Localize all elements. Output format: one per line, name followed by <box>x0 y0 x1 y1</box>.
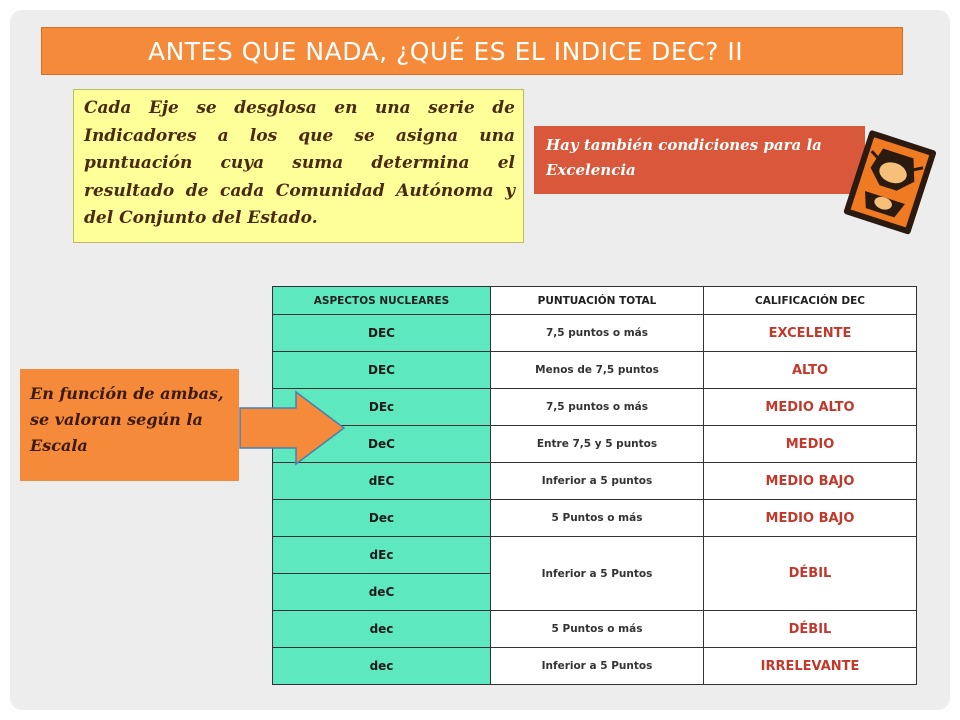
header-rating: CALIFICACIÓN DEC <box>704 287 917 315</box>
scale-note-box: En función de ambas, se valoran según la Escala <box>20 369 239 481</box>
points-cell: 5 Puntos o más <box>491 611 704 648</box>
table-row <box>273 352 917 389</box>
slide-title: ANTES QUE NADA, ¿QUÉ ES EL INDICE DEC? II <box>41 27 903 75</box>
excellence-note-box: Hay también condiciones para la Excelencia <box>534 126 865 194</box>
table-row <box>273 315 917 352</box>
rating-cell: ALTO <box>704 352 917 389</box>
table-row <box>273 500 917 537</box>
points-cell: Inferior a 5 Puntos <box>491 537 704 611</box>
points-cell: Entre 7,5 y 5 puntos <box>491 426 704 463</box>
aspect-cell: dEC <box>273 463 491 500</box>
points-cell: Inferior a 5 puntos <box>491 463 704 500</box>
header-points: PUNTUACIÓN TOTAL <box>491 287 704 315</box>
rating-cell: IRRELEVANTE <box>704 648 917 685</box>
table-row <box>273 611 917 648</box>
dec-scale-table <box>272 286 917 685</box>
table-header-row <box>273 287 917 315</box>
aspect-cell: DeC <box>273 426 491 463</box>
aspect-cell: dec <box>273 648 491 685</box>
header-aspects: ASPECTOS NUCLEARES <box>273 287 491 315</box>
rating-cell: DÉBIL <box>704 611 917 648</box>
aspect-cell: deC <box>273 574 491 611</box>
points-cell: 7,5 puntos o más <box>491 315 704 352</box>
rating-cell: EXCELENTE <box>704 315 917 352</box>
aspect-cell: DEC <box>273 352 491 389</box>
rating-cell: MEDIO BAJO <box>704 463 917 500</box>
table-row <box>273 648 917 685</box>
rating-cell: MEDIO BAJO <box>704 500 917 537</box>
table-row <box>273 537 917 574</box>
points-cell: Inferior a 5 Puntos <box>491 648 704 685</box>
aspect-cell: Dec <box>273 500 491 537</box>
table-row <box>273 389 917 426</box>
aspect-cell: dec <box>273 611 491 648</box>
points-cell: 7,5 puntos o más <box>491 389 704 426</box>
points-cell: 5 Puntos o más <box>491 500 704 537</box>
aspect-cell: DEC <box>273 315 491 352</box>
right-arrow-icon <box>238 390 348 466</box>
rating-cell: MEDIO ALTO <box>704 389 917 426</box>
table-row <box>273 463 917 500</box>
aspect-cell: dEc <box>273 537 491 574</box>
table-row <box>273 426 917 463</box>
rating-cell: MEDIO <box>704 426 917 463</box>
intro-text-box: Cada Eje se desglosa en una serie de Indicadores a los que se asigna una puntuación cuya suma determina el resultado de cada Comunidad Autónoma y del Conjunto del Estado. <box>73 89 524 243</box>
points-cell: Menos de 7,5 puntos <box>491 352 704 389</box>
aspect-cell: DEc <box>273 389 491 426</box>
rating-cell: DÉBIL <box>704 537 917 611</box>
bee-tile-icon <box>833 128 945 236</box>
